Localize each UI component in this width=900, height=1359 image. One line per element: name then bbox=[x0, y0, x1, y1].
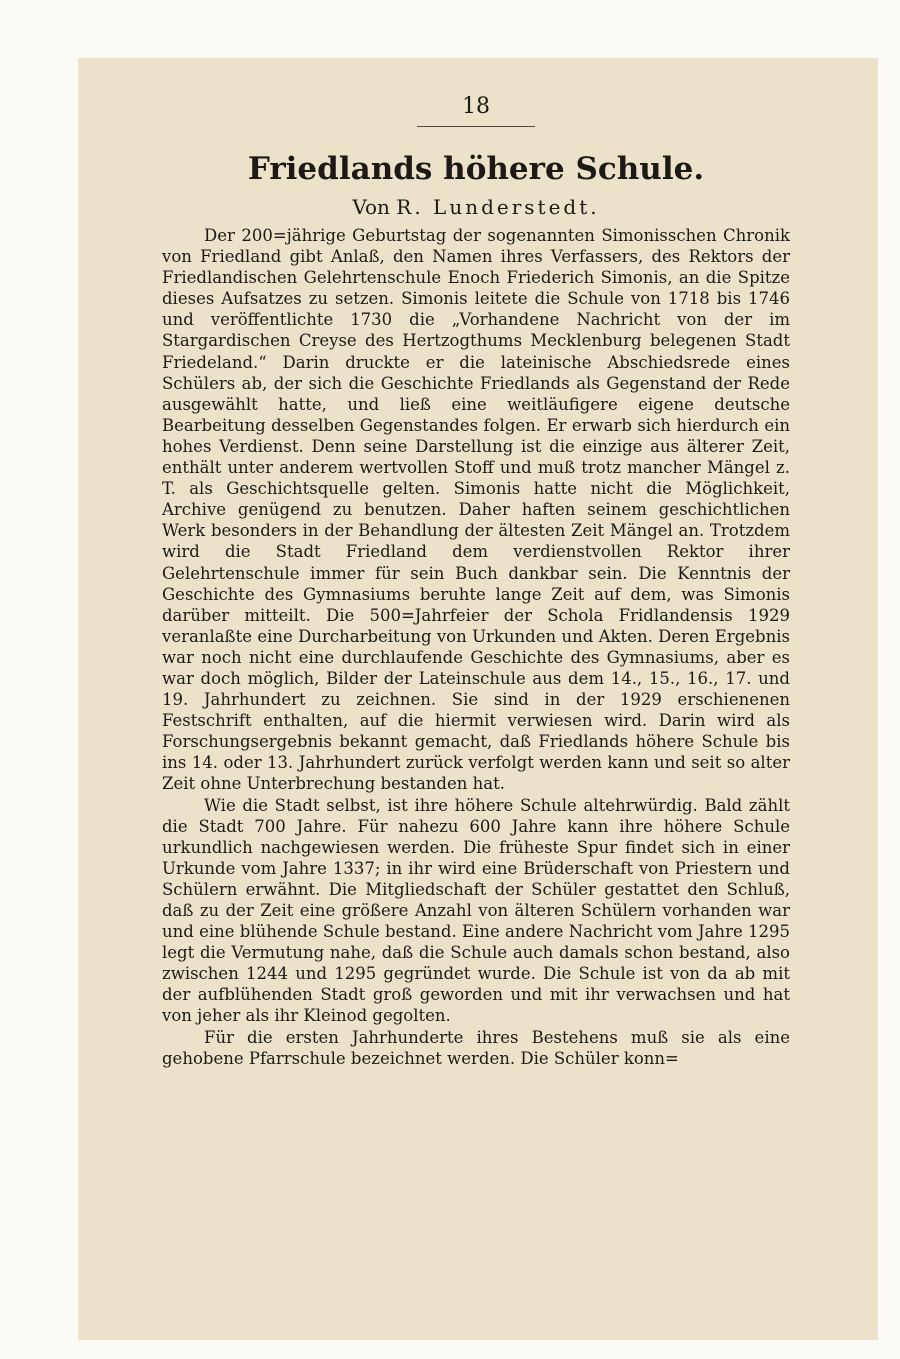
page-number: 18 bbox=[462, 94, 490, 119]
paragraph-3: Für die ersten Jahrhunderte ihres Bestehens muß sie als eine gehobene Pfarrschule bezeichnet werden. Die Schüler konn= bbox=[162, 1027, 790, 1068]
byline-prefix: Von bbox=[352, 195, 390, 219]
paragraph-1: Der 200=jährige Geburtstag der sogenannten Simonisschen Chronik von Friedland gibt Anlaß, den Namen ihres Verfassers, des Rektors der Friedlandischen Gelehrtenschule Enoch Friederich Simonis, an die Spitze dieses Aufsatzes zu setzen. Simonis leitete die Schule von 1718 bis 1746 und veröffentlichte 1730 die „Vorhandene Nachricht von der im Stargardischen Creyse des Hertzogthums Mecklenburg belegenen Stadt Friedeland.“ Darin druckte er die lateinische Abschiedsrede eines Schülers ab, der sich die Geschichte Friedlands als Gegenstand der Rede ausgewählt hatte, und ließ eine weitläufigere eigene deutsche Bearbeitung desselben Gegenstandes folgen. Er erwarb sich hierdurch ein hohes Verdienst. Denn seine Darstellung ist die einzige aus älterer Zeit, enthält unter anderem wertvollen Stoff und muß trotz mancher Mängel z. T. als Geschichtsquelle gelten. Simonis hatte nicht die Möglichkeit, Archive genügend zu benutzen. Daher haften seinem geschichtlichen Werk besonders in der Behandlung der ältesten Zeit Mängel an. Trotzdem wird die Stadt Friedland dem verdienstvollen Rektor ihrer Gelehrtenschule immer für sein Buch dankbar sein. Die Kenntnis der Geschichte des Gymnasiums beruhte lange Zeit auf dem, was Simonis darüber mitteilt. Die 500=Jahrfeier der Schola Fridlandensis 1929 veranlaßte eine Durcharbeitung von Urkunden und Akten. Deren Ergebnis war noch nicht eine durchlaufende Geschichte des Gymnasiums, aber es war doch möglich, Bilder der Lateinschule aus dem 14., 15., 16., 17. und 19. Jahrhundert zu zeichnen. Sie sind in der 1929 erschienenen Festschrift enthalten, auf die hiermit verwiesen wird. Darin wird als Forschungsergebnis bekannt gemacht, daß Friedlands höhere Schule bis ins 14. oder 13. Jahrhundert zurück verfolgt werden kann und seit so alter Zeit ohne Unterbrechung bestanden hat. bbox=[162, 226, 790, 794]
header-rule bbox=[417, 126, 535, 127]
page-content bbox=[162, 96, 790, 1069]
paragraph-2: Wie die Stadt selbst, ist ihre höhere Schule altehrwürdig. Bald zählt die Stadt 700 Jahre. Für nahezu 600 Jahre kann ihre höhere Schule urkundlich nachgewiesen werden. Die früheste Spur findet sich in einer Urkunde vom Jahre 1337; in ihr wird eine Brüderschaft von Priestern und Schülern erwähnt. Die Mitgliedschaft der Schüler gestattet den Schluß, daß zu der Zeit eine größere Anzahl von älteren Schülern vorhanden war und eine blühende Schule bestand. Eine andere Nachricht vom Jahre 1295 legt die Vermutung nahe, daß die Schule auch damals schon bestand, also zwischen 1244 und 1295 gegründet wurde. Die Schule ist von da ab mit der aufblühenden Stadt groß geworden und mit ihr verwachsen und hat von jeher als ihr Kleinod gegolten. bbox=[162, 795, 790, 1026]
byline-author: R. Lunderstedt. bbox=[396, 195, 600, 219]
article-title: Friedlands höhere Schule. bbox=[247, 151, 705, 187]
byline bbox=[162, 195, 790, 219]
